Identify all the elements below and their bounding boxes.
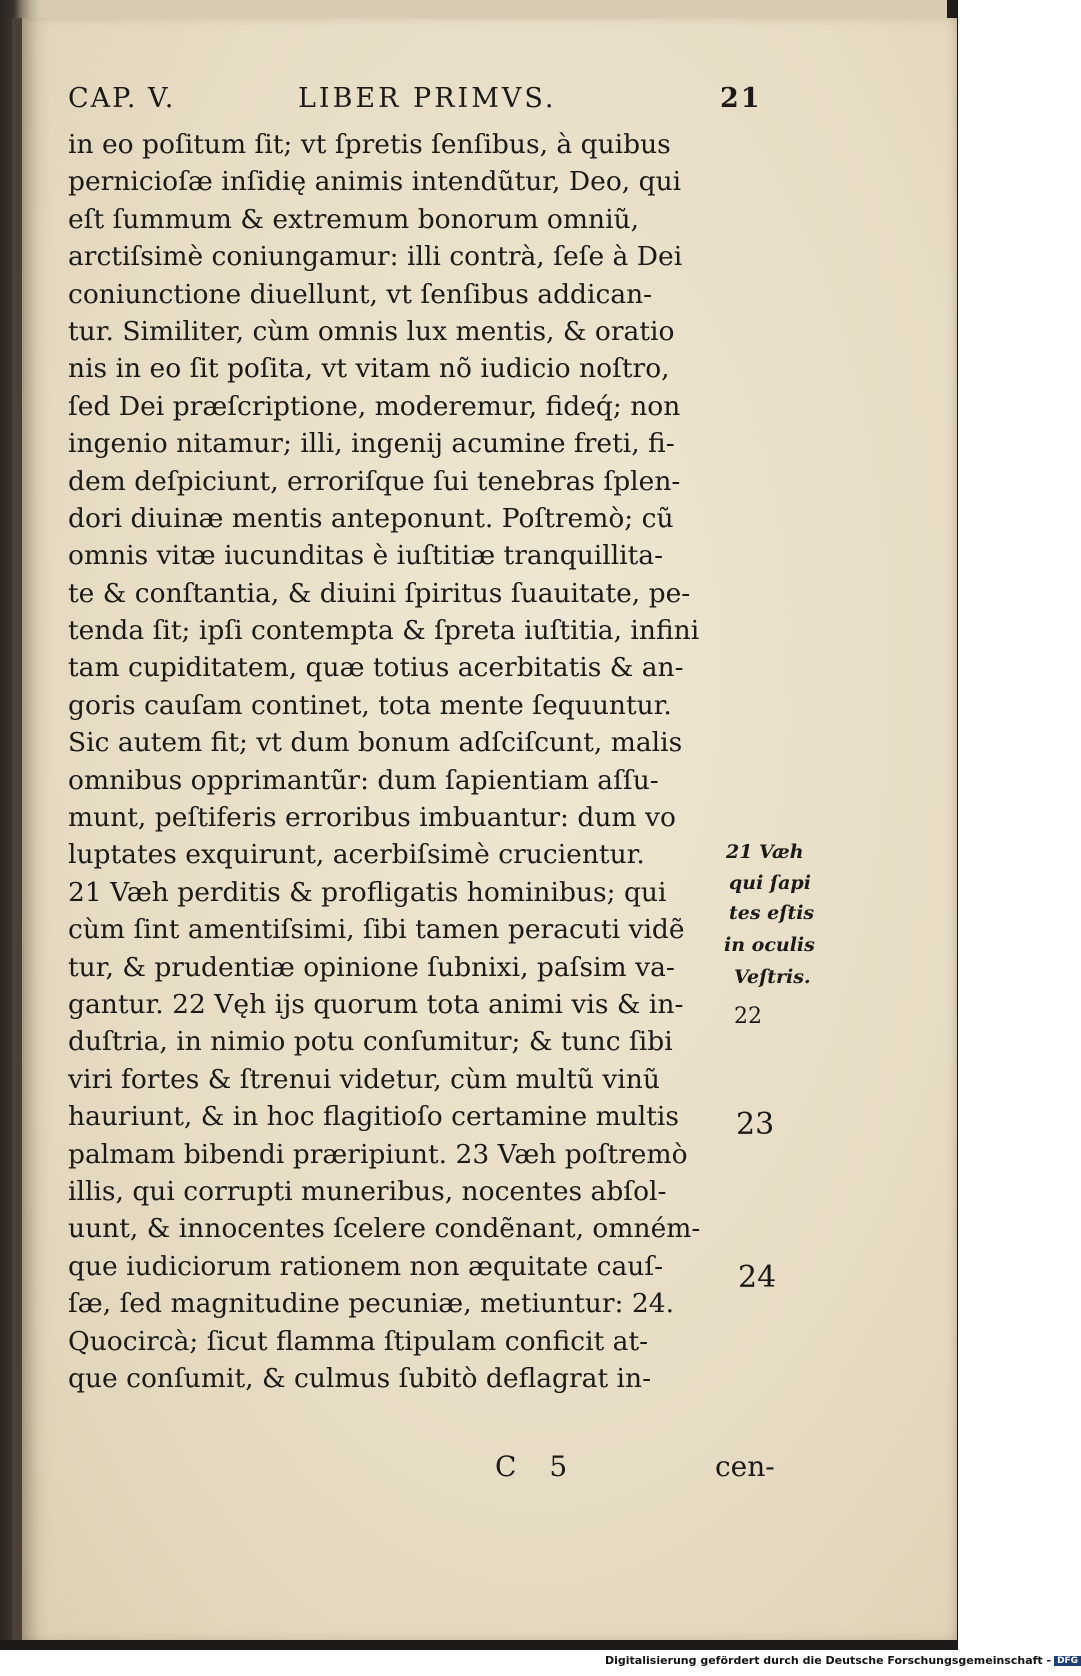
text-line: que iudiciorum rationem non æquitate cauſ-	[68, 1250, 664, 1282]
catchword: cen-	[715, 1450, 775, 1483]
book-page	[12, 18, 957, 1640]
text-line: omnibus opprimantũr: dum ſapientiam aſſu-	[68, 764, 659, 796]
text-line: uunt, & innocentes ſcelere condẽnant, omném-	[68, 1213, 701, 1245]
text-line: que conſumit, & culmus ſubitò deflagrat in-	[68, 1362, 652, 1394]
text-line: munt, peſtiferis erroribus imbuantur: dum vo	[68, 802, 676, 834]
credit-text: Digitalisierung gefördert durch die Deutsche Forschungsgemeinschaft -	[605, 1654, 1052, 1667]
scan-bottom-border	[0, 1640, 958, 1650]
text-line: omnis vitæ iucunditas è iuſtitiæ tranquillita-	[68, 540, 664, 572]
margin-verse-number-23: 23	[736, 1107, 775, 1142]
text-line: tur, & prudentiæ opinione ſubnixi, paſsim va-	[68, 951, 675, 983]
text-line: gantur. 22 Vęh ijs quorum tota animi vis & in-	[68, 988, 684, 1020]
page-number: 21	[720, 83, 762, 114]
text-line: ſed Dei præſcriptione, moderemur, fideq́; non	[68, 390, 681, 422]
margin-verse-number-24: 24	[738, 1260, 777, 1295]
chapter-heading: CAP. V.	[68, 83, 176, 114]
text-line: luptates exquirunt, acerbiſsimè crucientur.	[68, 839, 645, 871]
text-line: hauriunt, & in hoc flagitioſo certamine multis	[68, 1101, 679, 1133]
margin-verse-number-22: 22	[734, 1004, 762, 1029]
text-line: illis, qui corrupti muneribus, nocentes abſol-	[68, 1175, 667, 1207]
running-header	[68, 83, 762, 123]
text-line: ingenio nitamur; illi, ingenij acumine freti, fi-	[68, 428, 675, 460]
text-line: te & conſtantia, & diuini ſpiritus ſuauitate, pe-	[68, 577, 691, 609]
page-footer	[22, 1450, 957, 1490]
margin-note-line: qui ſapi	[729, 872, 811, 894]
digitization-credit	[605, 1654, 1079, 1674]
text-line: duſtria, in nimio potu conſumitur; & tunc ſibi	[68, 1026, 673, 1058]
margin-note-line: 21 Væh	[726, 841, 804, 863]
signature-mark: C 5	[495, 1450, 580, 1483]
text-line: eſt ſummum & extremum bonorum omniũ,	[68, 203, 640, 235]
text-line: arctiſsimè coniungamur: illi contrà, ſeſe à Dei	[68, 241, 683, 273]
text-line: dem deſpiciunt, erroriſque ſui tenebras ſplen-	[68, 465, 681, 497]
text-line: coniunctione diuellunt, vt ſenſibus addican-	[68, 278, 653, 310]
text-line: palmam bibendi præripiunt. 23 Væh poſtremò	[68, 1138, 688, 1170]
book-title-heading: LIBER PRIMVS.	[298, 83, 557, 114]
text-line: Quocircà; ſicut flamma ſtipulam conficit at-	[68, 1325, 649, 1357]
text-line: in eo poſitum ſit; vt ſpretis ſenſibus, à quibus	[68, 129, 671, 160]
text-line: nis in eo ſit poſita, vt vitam nõ iudicio noſtro,	[68, 353, 670, 385]
text-line: pernicioſæ inſidię animis intendũtur, Deo, qui	[68, 166, 682, 198]
text-line: dori diuinæ mentis anteponunt. Poſtremò; cũ	[68, 502, 674, 534]
text-line: tenda ſit; ipſi contempta & ſpreta iuſtitia, infini	[68, 615, 700, 647]
margin-note-line: in oculis	[724, 934, 815, 956]
text-line: tur. Similiter, cùm omnis lux mentis, & oratio	[68, 315, 675, 347]
dfg-logo: DFG	[1054, 1656, 1081, 1666]
text-line: viri fortes & ſtrenui videtur, cùm multũ vinũ	[68, 1063, 660, 1095]
text-line: tam cupiditatem, quæ totius acerbitatis & an-	[68, 652, 684, 684]
text-line: ſæ, ſed magnitudine pecuniæ, metiuntur: 24.	[68, 1288, 675, 1320]
margin-note-line: Veſtris.	[734, 966, 811, 988]
text-line: cùm ſint amentiſsimi, ſibi tamen peracuti vidẽ	[68, 914, 685, 946]
text-line: Sic autem fit; vt dum bonum adſciſcunt, malis	[68, 727, 683, 759]
text-line: 21 Væh perditis & profligatis hominibus; qui	[68, 876, 667, 908]
text-line: goris cauſam continet, tota mente ſequuntur.	[68, 689, 672, 721]
main-text-block	[68, 126, 776, 1397]
margin-note-line: tes eſtis	[729, 902, 815, 924]
